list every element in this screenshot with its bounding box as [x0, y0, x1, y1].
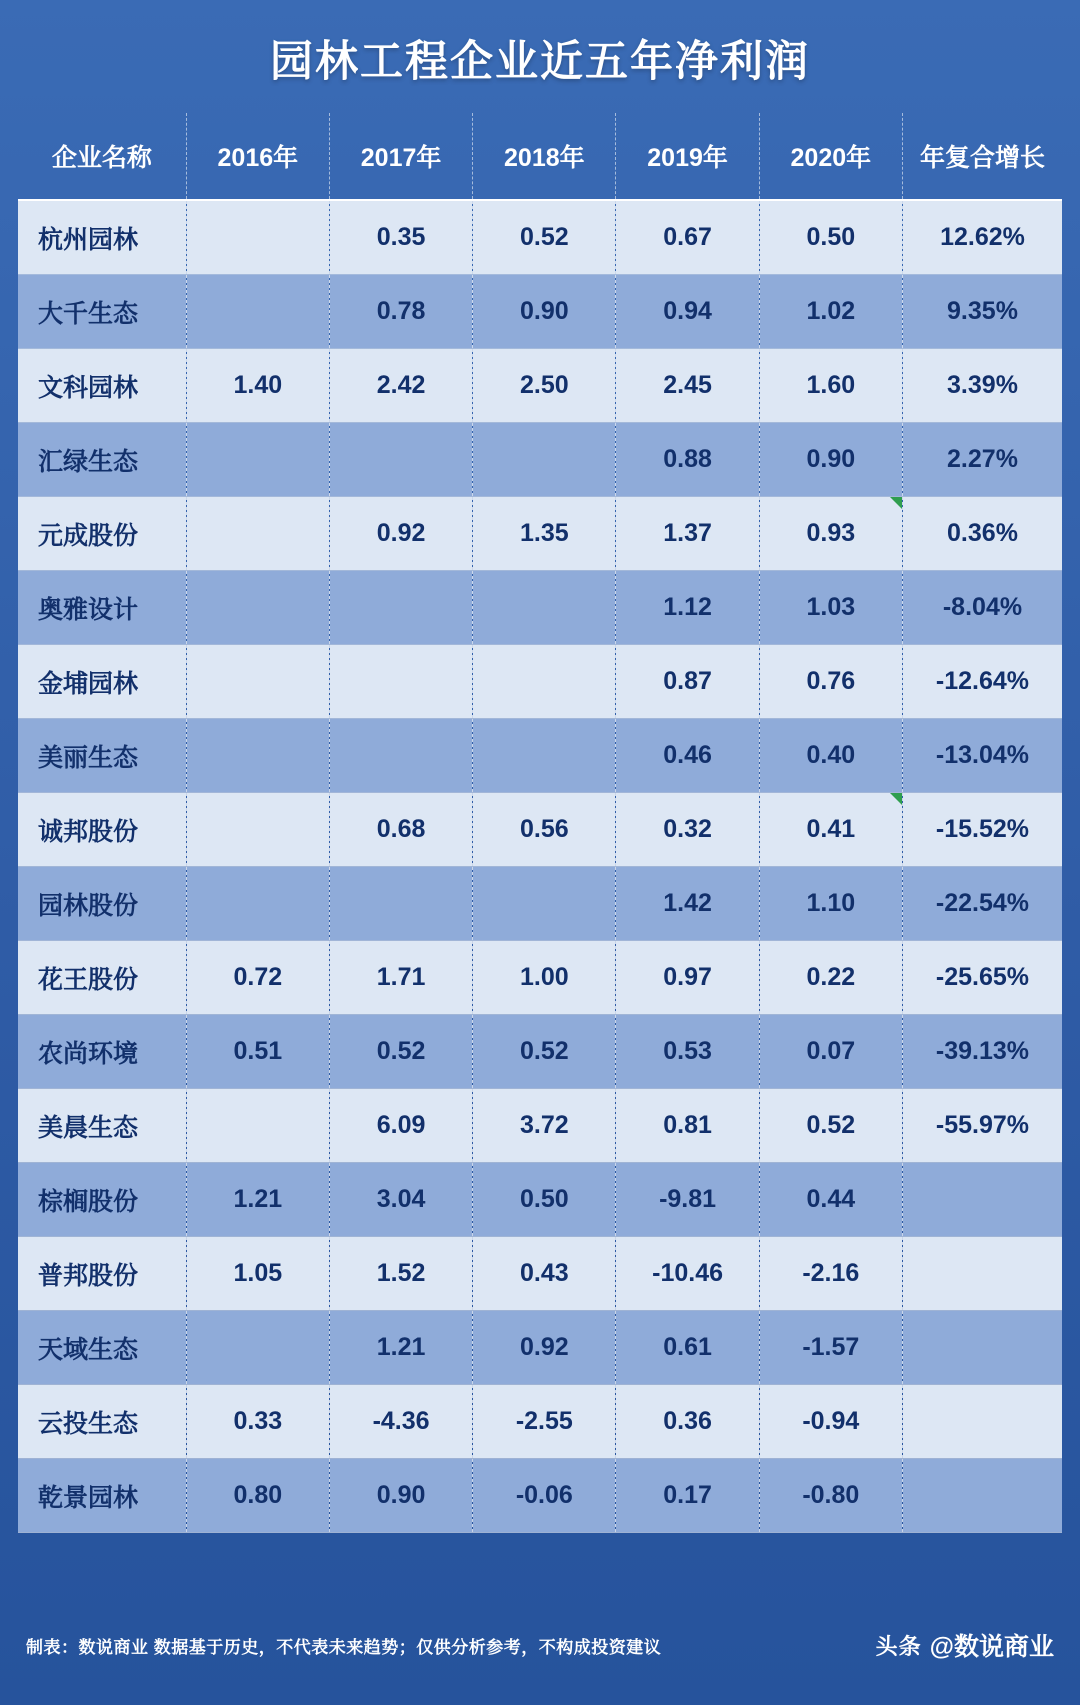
- value-2018: 0.56: [473, 793, 616, 867]
- value-2018: -2.55: [473, 1385, 616, 1459]
- value-2017: 1.21: [329, 1311, 472, 1385]
- value-2016: [186, 719, 329, 793]
- value-2017: 0.68: [329, 793, 472, 867]
- value-cagr: 0.36%: [902, 497, 1062, 571]
- value-2017: [329, 719, 472, 793]
- value-2020: 0.07: [759, 1015, 902, 1089]
- value-2016: [186, 645, 329, 719]
- company-name: 云投生态: [18, 1385, 186, 1459]
- value-2018: 0.52: [473, 200, 616, 275]
- table-row: [18, 497, 1062, 571]
- table-row: [18, 867, 1062, 941]
- value-2016: [186, 1089, 329, 1163]
- value-2019: 0.53: [616, 1015, 759, 1089]
- value-2017: [329, 645, 472, 719]
- value-2018: 0.90: [473, 275, 616, 349]
- value-cagr: 9.35%: [902, 275, 1062, 349]
- value-2016: 0.72: [186, 941, 329, 1015]
- table-row: [18, 571, 1062, 645]
- value-2020: 1.02: [759, 275, 902, 349]
- value-cagr: -25.65%: [902, 941, 1062, 1015]
- value-2016: [186, 200, 329, 275]
- table-row: [18, 200, 1062, 275]
- value-2018: [473, 645, 616, 719]
- value-cagr: -13.04%: [902, 719, 1062, 793]
- value-2019: 0.88: [616, 423, 759, 497]
- value-cagr: 2.27%: [902, 423, 1062, 497]
- value-2020: 0.44: [759, 1163, 902, 1237]
- value-2020: -0.94: [759, 1385, 902, 1459]
- value-2016: [186, 423, 329, 497]
- value-2019: -9.81: [616, 1163, 759, 1237]
- value-2016: [186, 867, 329, 941]
- value-cagr: [902, 1163, 1062, 1237]
- value-cagr: -22.54%: [902, 867, 1062, 941]
- company-name: 园林股份: [18, 867, 186, 941]
- value-2017: [329, 423, 472, 497]
- value-2020: 1.03: [759, 571, 902, 645]
- page-title: 园林工程企业近五年净利润: [270, 38, 810, 86]
- value-2019: 1.12: [616, 571, 759, 645]
- value-2020: 0.22: [759, 941, 902, 1015]
- value-2016: 0.33: [186, 1385, 329, 1459]
- profit-table: [18, 113, 1062, 1533]
- company-name: 元成股份: [18, 497, 186, 571]
- table-row: [18, 719, 1062, 793]
- value-2020: 0.90: [759, 423, 902, 497]
- value-2018: -0.06: [473, 1459, 616, 1533]
- value-2018: 0.52: [473, 1015, 616, 1089]
- footer-note: 制表：数说商业 数据基于历史，不代表未来趋势；仅供分析参考，不构成投资建议: [26, 1637, 662, 1657]
- value-2019: 1.37: [616, 497, 759, 571]
- value-cagr: [902, 1459, 1062, 1533]
- value-2020: 0.50: [759, 200, 902, 275]
- value-2017: 0.52: [329, 1015, 472, 1089]
- value-2017: 1.71: [329, 941, 472, 1015]
- company-name: 美丽生态: [18, 719, 186, 793]
- table-header-row: [18, 113, 1062, 200]
- table-header: [18, 113, 1062, 200]
- column-header-company: 企业名称: [18, 113, 186, 200]
- value-2017: 1.52: [329, 1237, 472, 1311]
- table-row: [18, 941, 1062, 1015]
- company-name: 奥雅设计: [18, 571, 186, 645]
- value-cagr: -15.52%: [902, 793, 1062, 867]
- column-header-2020: 2020年: [759, 113, 902, 200]
- table-row: [18, 349, 1062, 423]
- value-2019: -10.46: [616, 1237, 759, 1311]
- footer: [0, 1585, 1080, 1705]
- value-2018: 3.72: [473, 1089, 616, 1163]
- company-name: 汇绿生态: [18, 423, 186, 497]
- value-2016: [186, 571, 329, 645]
- value-cagr: [902, 1311, 1062, 1385]
- value-2017: 6.09: [329, 1089, 472, 1163]
- value-2020: 0.52: [759, 1089, 902, 1163]
- column-header-2016: 2016年: [186, 113, 329, 200]
- value-2016: [186, 275, 329, 349]
- table-row: [18, 1385, 1062, 1459]
- table-row: [18, 1089, 1062, 1163]
- value-2020: -0.80: [759, 1459, 902, 1533]
- value-2019: 0.97: [616, 941, 759, 1015]
- company-name: 棕榈股份: [18, 1163, 186, 1237]
- brand: [876, 1627, 1054, 1663]
- value-2019: 0.67: [616, 200, 759, 275]
- value-2020: -1.57: [759, 1311, 902, 1385]
- column-header-cagr: 年复合增长: [902, 113, 1062, 200]
- value-2019: 2.45: [616, 349, 759, 423]
- value-2020: 1.60: [759, 349, 902, 423]
- company-name: 杭州园林: [18, 200, 186, 275]
- value-2018: 1.35: [473, 497, 616, 571]
- value-2017: -4.36: [329, 1385, 472, 1459]
- growth-marker-icon: [890, 793, 902, 805]
- value-2019: 1.42: [616, 867, 759, 941]
- value-2020: 0.93: [759, 497, 902, 571]
- value-2017: [329, 867, 472, 941]
- toutiao-logo-icon: 头条: [875, 1633, 922, 1659]
- value-cagr: -8.04%: [902, 571, 1062, 645]
- value-2019: 0.87: [616, 645, 759, 719]
- value-2019: 0.94: [616, 275, 759, 349]
- table-row: [18, 1163, 1062, 1237]
- table-row: [18, 275, 1062, 349]
- value-2016: 0.80: [186, 1459, 329, 1533]
- value-2018: [473, 719, 616, 793]
- table-row: [18, 645, 1062, 719]
- value-2016: 0.51: [186, 1015, 329, 1089]
- value-cagr: 3.39%: [902, 349, 1062, 423]
- value-2018: 2.50: [473, 349, 616, 423]
- table-body: [18, 200, 1062, 1533]
- value-2017: 0.90: [329, 1459, 472, 1533]
- column-header-2019: 2019年: [616, 113, 759, 200]
- value-2020: 0.40: [759, 719, 902, 793]
- value-cagr: [902, 1385, 1062, 1459]
- table-row: [18, 423, 1062, 497]
- table-row: [18, 1237, 1062, 1311]
- value-2019: 0.17: [616, 1459, 759, 1533]
- growth-marker-icon: [890, 497, 902, 509]
- value-2017: [329, 571, 472, 645]
- value-2017: 2.42: [329, 349, 472, 423]
- value-cagr: 12.62%: [902, 200, 1062, 275]
- table-row: [18, 793, 1062, 867]
- value-2017: 0.92: [329, 497, 472, 571]
- value-2019: 0.46: [616, 719, 759, 793]
- value-2018: [473, 571, 616, 645]
- value-2018: 1.00: [473, 941, 616, 1015]
- company-name: 农尚环境: [18, 1015, 186, 1089]
- value-2016: 1.21: [186, 1163, 329, 1237]
- value-2020: 1.10: [759, 867, 902, 941]
- value-2016: 1.05: [186, 1237, 329, 1311]
- company-name: 文科园林: [18, 349, 186, 423]
- value-2017: 0.35: [329, 200, 472, 275]
- company-name: 金埔园林: [18, 645, 186, 719]
- table-row: [18, 1311, 1062, 1385]
- value-2016: [186, 497, 329, 571]
- value-2019: 0.81: [616, 1089, 759, 1163]
- company-name: 美晨生态: [18, 1089, 186, 1163]
- company-name: 大千生态: [18, 275, 186, 349]
- value-2017: 3.04: [329, 1163, 472, 1237]
- value-2018: 0.43: [473, 1237, 616, 1311]
- value-cagr: [902, 1237, 1062, 1311]
- value-cagr: -55.97%: [902, 1089, 1062, 1163]
- value-2018: [473, 423, 616, 497]
- value-2017: 0.78: [329, 275, 472, 349]
- value-2020: 0.41: [759, 793, 902, 867]
- column-header-2017: 2017年: [329, 113, 472, 200]
- table-row: [18, 1015, 1062, 1089]
- company-name: 天域生态: [18, 1311, 186, 1385]
- company-name: 花王股份: [18, 941, 186, 1015]
- value-2018: 0.92: [473, 1311, 616, 1385]
- value-cagr: -39.13%: [902, 1015, 1062, 1089]
- value-2019: 0.32: [616, 793, 759, 867]
- company-name: 乾景园林: [18, 1459, 186, 1533]
- profit-table-container: [0, 113, 1080, 1585]
- value-2018: 0.50: [473, 1163, 616, 1237]
- value-2019: 0.61: [616, 1311, 759, 1385]
- column-header-2018: 2018年: [473, 113, 616, 200]
- value-2016: 1.40: [186, 349, 329, 423]
- value-2018: [473, 867, 616, 941]
- company-name: 诚邦股份: [18, 793, 186, 867]
- value-2020: -2.16: [759, 1237, 902, 1311]
- brand-name: @数说商业: [929, 1633, 1054, 1661]
- value-2019: 0.36: [616, 1385, 759, 1459]
- table-row: [18, 1459, 1062, 1533]
- value-2020: 0.76: [759, 645, 902, 719]
- company-name: 普邦股份: [18, 1237, 186, 1311]
- value-2016: [186, 1311, 329, 1385]
- value-cagr: -12.64%: [902, 645, 1062, 719]
- value-2016: [186, 793, 329, 867]
